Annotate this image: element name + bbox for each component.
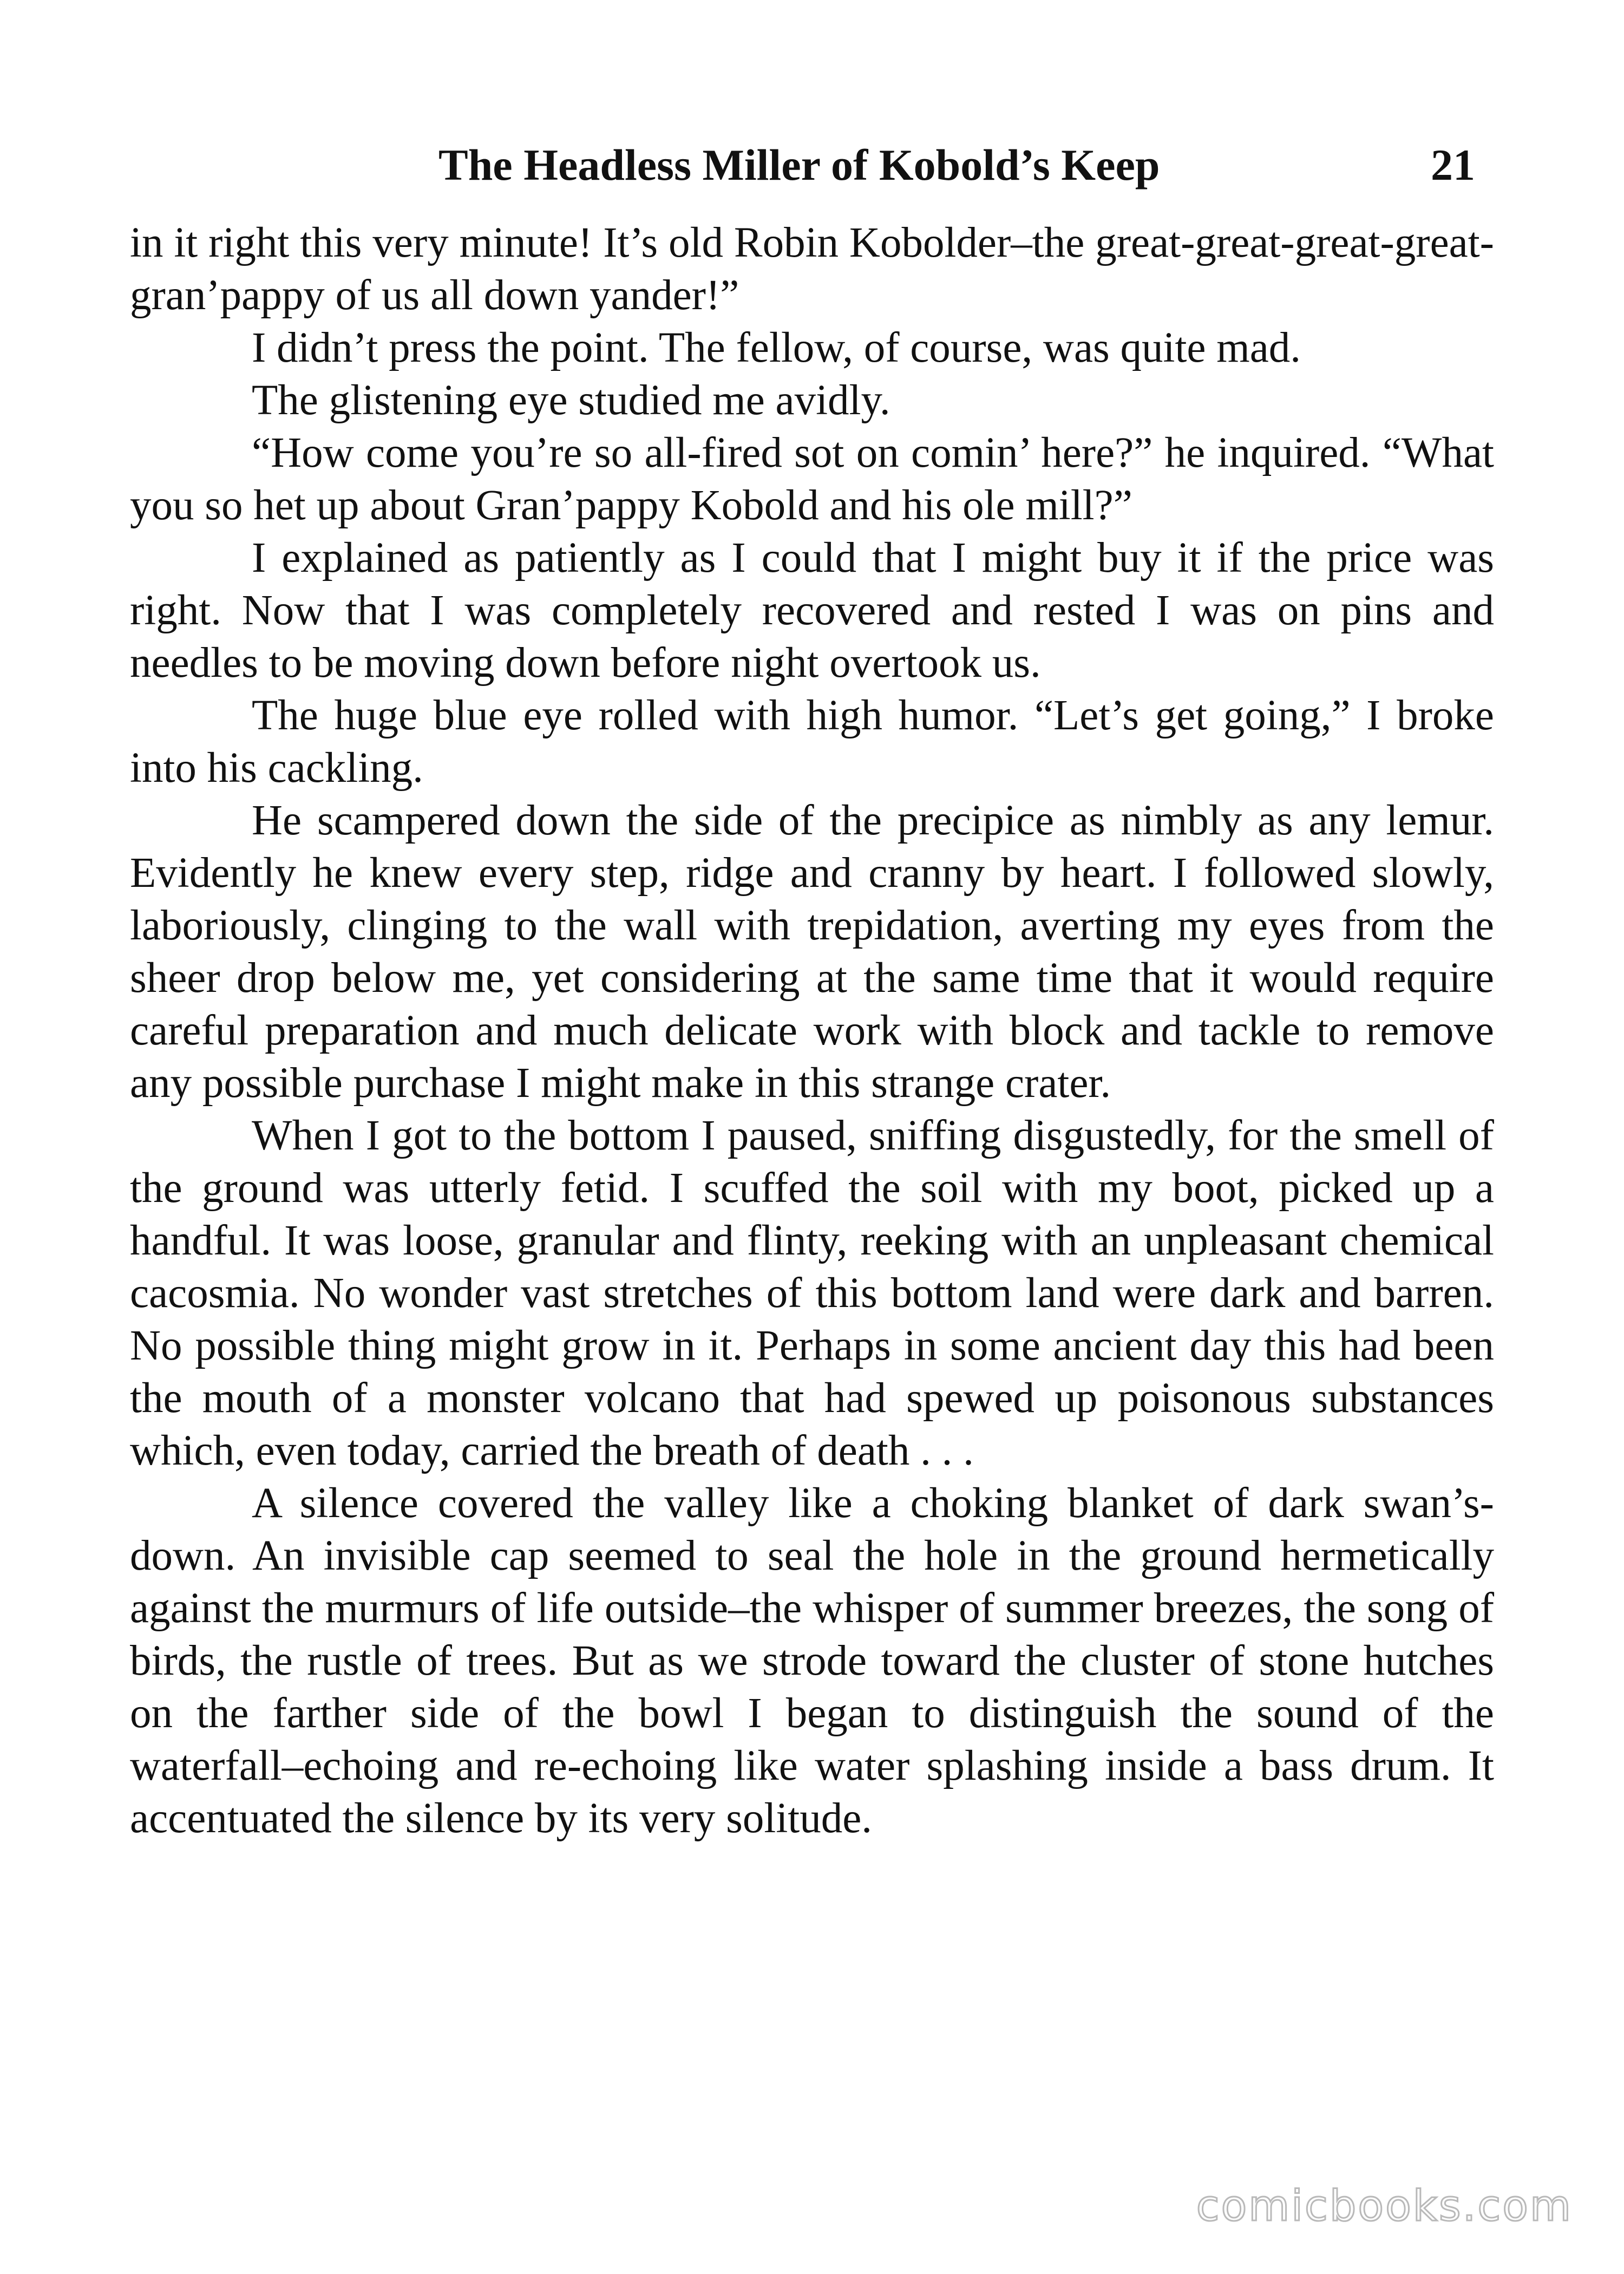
source-watermark: comicbooks.com xyxy=(1196,2182,1573,2231)
paragraph: When I got to the bottom I paused, sniffing disgustedly, for the smell of the ground was utterly fetid. I scuffed the soil with my boot, picked up a handful. It was loose, granular and flinty, reeking with an unpleasant chemical cacosmia. No wonder vast stretches of this bottom land were dark and barren. No possible thing might grow in it. Perhaps in some ancient day this had been the mouth of a monster volcano that had spewed up poisonous substances which, even today, carried the breath of death . . . xyxy=(130,1112,1494,1474)
paragraph-continuation: in it right this very minute! It’s old Robin Kobolder–the great-great-great-great-gran’pappy of us all down yander!” xyxy=(130,219,1494,319)
page-number: 21 xyxy=(1431,140,1475,190)
paragraph: I didn’t press the point. The fellow, of course, was quite mad. xyxy=(252,324,1301,371)
paragraph: A silence covered the valley like a choking blanket of dark swan’s-down. An invisible cap seemed to seal the hole in the ground hermetically against the murmurs of life outside–the whisper of summer breezes, the song of birds, the rustle of trees. But as we strode toward the cluster of stone hutches on the farther side of the bowl I began to distinguish the sound of the waterfall–echoing and re-echoing like water splashing inside a bass drum. It accentuated the silence by its very solitude. xyxy=(130,1480,1494,1842)
paragraph: “How come you’re so all-fired sot on comin’ here?” he inquired. “What you so het up about Gran’pappy Kobold and his ole mill?” xyxy=(130,429,1494,529)
paragraph: I explained as patiently as I could that I might buy it if the price was right. Now that I was completely recovered and rested I was on pins and needles to be moving down before night overtook us. xyxy=(130,534,1494,687)
paragraph: The huge blue eye rolled with high humor. “Let’s get going,” I broke into his cackling. xyxy=(130,692,1494,792)
paragraph: He scampered down the side of the precipice as nimbly as any lemur. Evidently he knew every step, ridge and cranny by heart. I followed slowly, laboriously, clinging to the wall with trepidation, averting my eyes from the sheer drop below me, yet considering at the same time that it would require careful preparation and much delicate work with block and tackle to remove any possible purchase I might make in this strange crater. xyxy=(130,797,1494,1107)
body-text xyxy=(130,217,1494,1845)
chapter-title: The Headless Miller of Kobold’s Keep xyxy=(438,140,1160,190)
running-head xyxy=(130,135,1494,195)
paragraph: The glistening eye studied me avidly. xyxy=(252,377,890,424)
